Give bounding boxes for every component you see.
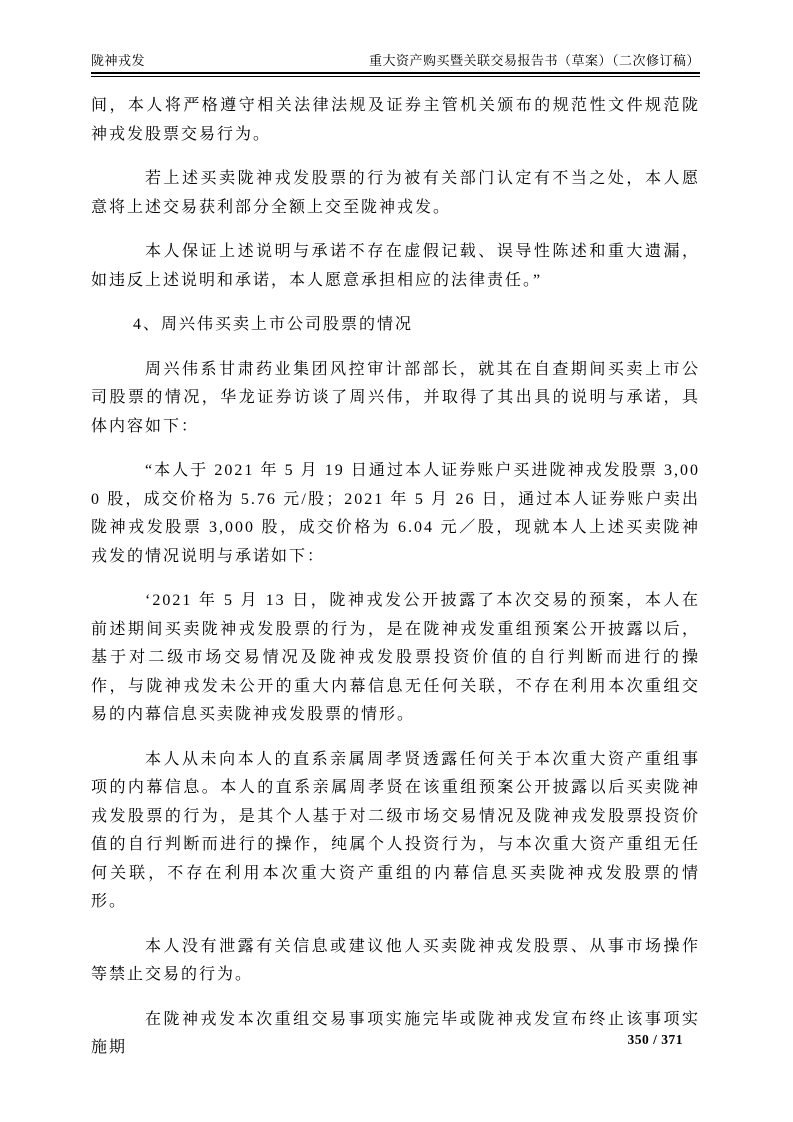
body-paragraph: 本人保证上述说明与承诺不存在虚假记载、误导性陈述和重大遗漏，如违反上述说明和承诺，本人愿意承担相应的法律责任。” — [91, 243, 700, 289]
page-number: 350 / 371 — [627, 1032, 683, 1047]
header-rule-thick — [91, 72, 700, 74]
header-row — [91, 52, 700, 69]
body-paragraph-continuation: 间，本人将严格遵守相关法律法规及证券主管机关颁布的规范性文件规范陇神戎发股票交易行为。 — [91, 97, 700, 143]
page-footer — [91, 1032, 700, 1048]
page-header — [91, 52, 700, 77]
body-paragraph: “本人于 2021 年 5 月 19 日通过本人证券账户买进陇神戎发股票 3,000 股，成交价格为 5.76 元/股；2021 年 5 月 26 日，通过本人证券账户卖出陇神戎发股票 3,000 股，成交价格为 6.04 元／股，现就本人上述买卖陇神戎发的情况说明与承诺如下： — [91, 462, 700, 565]
body-paragraph: 若上述买卖陇神戎发股票的行为被有关部门认定有不当之处，本人愿意将上述交易获利部分全额上交至陇神戎发。 — [91, 170, 700, 216]
body-paragraph: ‘2021 年 5 月 13 日，陇神戎发公开披露了本次交易的预案，本人在前述期间买卖陇神戎发股票的行为，是在陇神戎发重组预案公开披露以后，基于对二级市场交易情况及陇神戎发股票投资价值的自行判断而进行的操作，与陇神戎发未公开的重大内幕信息无任何关联，不存在利用本次重组交易的内幕信息买卖陇神戎发股票的情形。 — [91, 592, 700, 723]
body-paragraph: 周兴伟系甘肃药业集团风控审计部部长，就其在自查期间买卖上市公司股票的情况，华龙证券访谈了周兴伟，并取得了其出具的说明与承诺，具体内容如下： — [91, 360, 700, 435]
header-right-title: 重大资产购买暨关联交易报告书（草案）（二次修订稿） — [368, 53, 700, 68]
body-paragraph: 在陇神戎发本次重组交易事项实施完毕或陇神戎发宣布终止该事项实施期 — [91, 1010, 700, 1056]
section-heading: 4、周兴伟买卖上市公司股票的情况 — [133, 316, 414, 333]
document-body — [91, 92, 700, 1079]
body-paragraph: 本人没有泄露有关信息或建议他人买卖陇神戎发股票、从事市场操作等禁止交易的行为。 — [91, 937, 700, 983]
body-paragraph: 本人从未向本人的直系亲属周孝贤透露任何关于本次重大资产重组事项的内幕信息。本人的直系亲属周孝贤在该重组预案公开披露以后买卖陇神戎发股票的行为，是其个人基于对二级市场交易情况及陇神戎发股票投资价值的自行判断而进行的操作，纯属个人投资行为，与本次重大资产重组无任何关联，不存在利用本次重大资产重组的内幕信息买卖陇神戎发股票的情形。 — [91, 750, 700, 910]
header-left-title: 陇神戎发 — [91, 53, 146, 68]
header-rule-thin — [91, 76, 700, 77]
